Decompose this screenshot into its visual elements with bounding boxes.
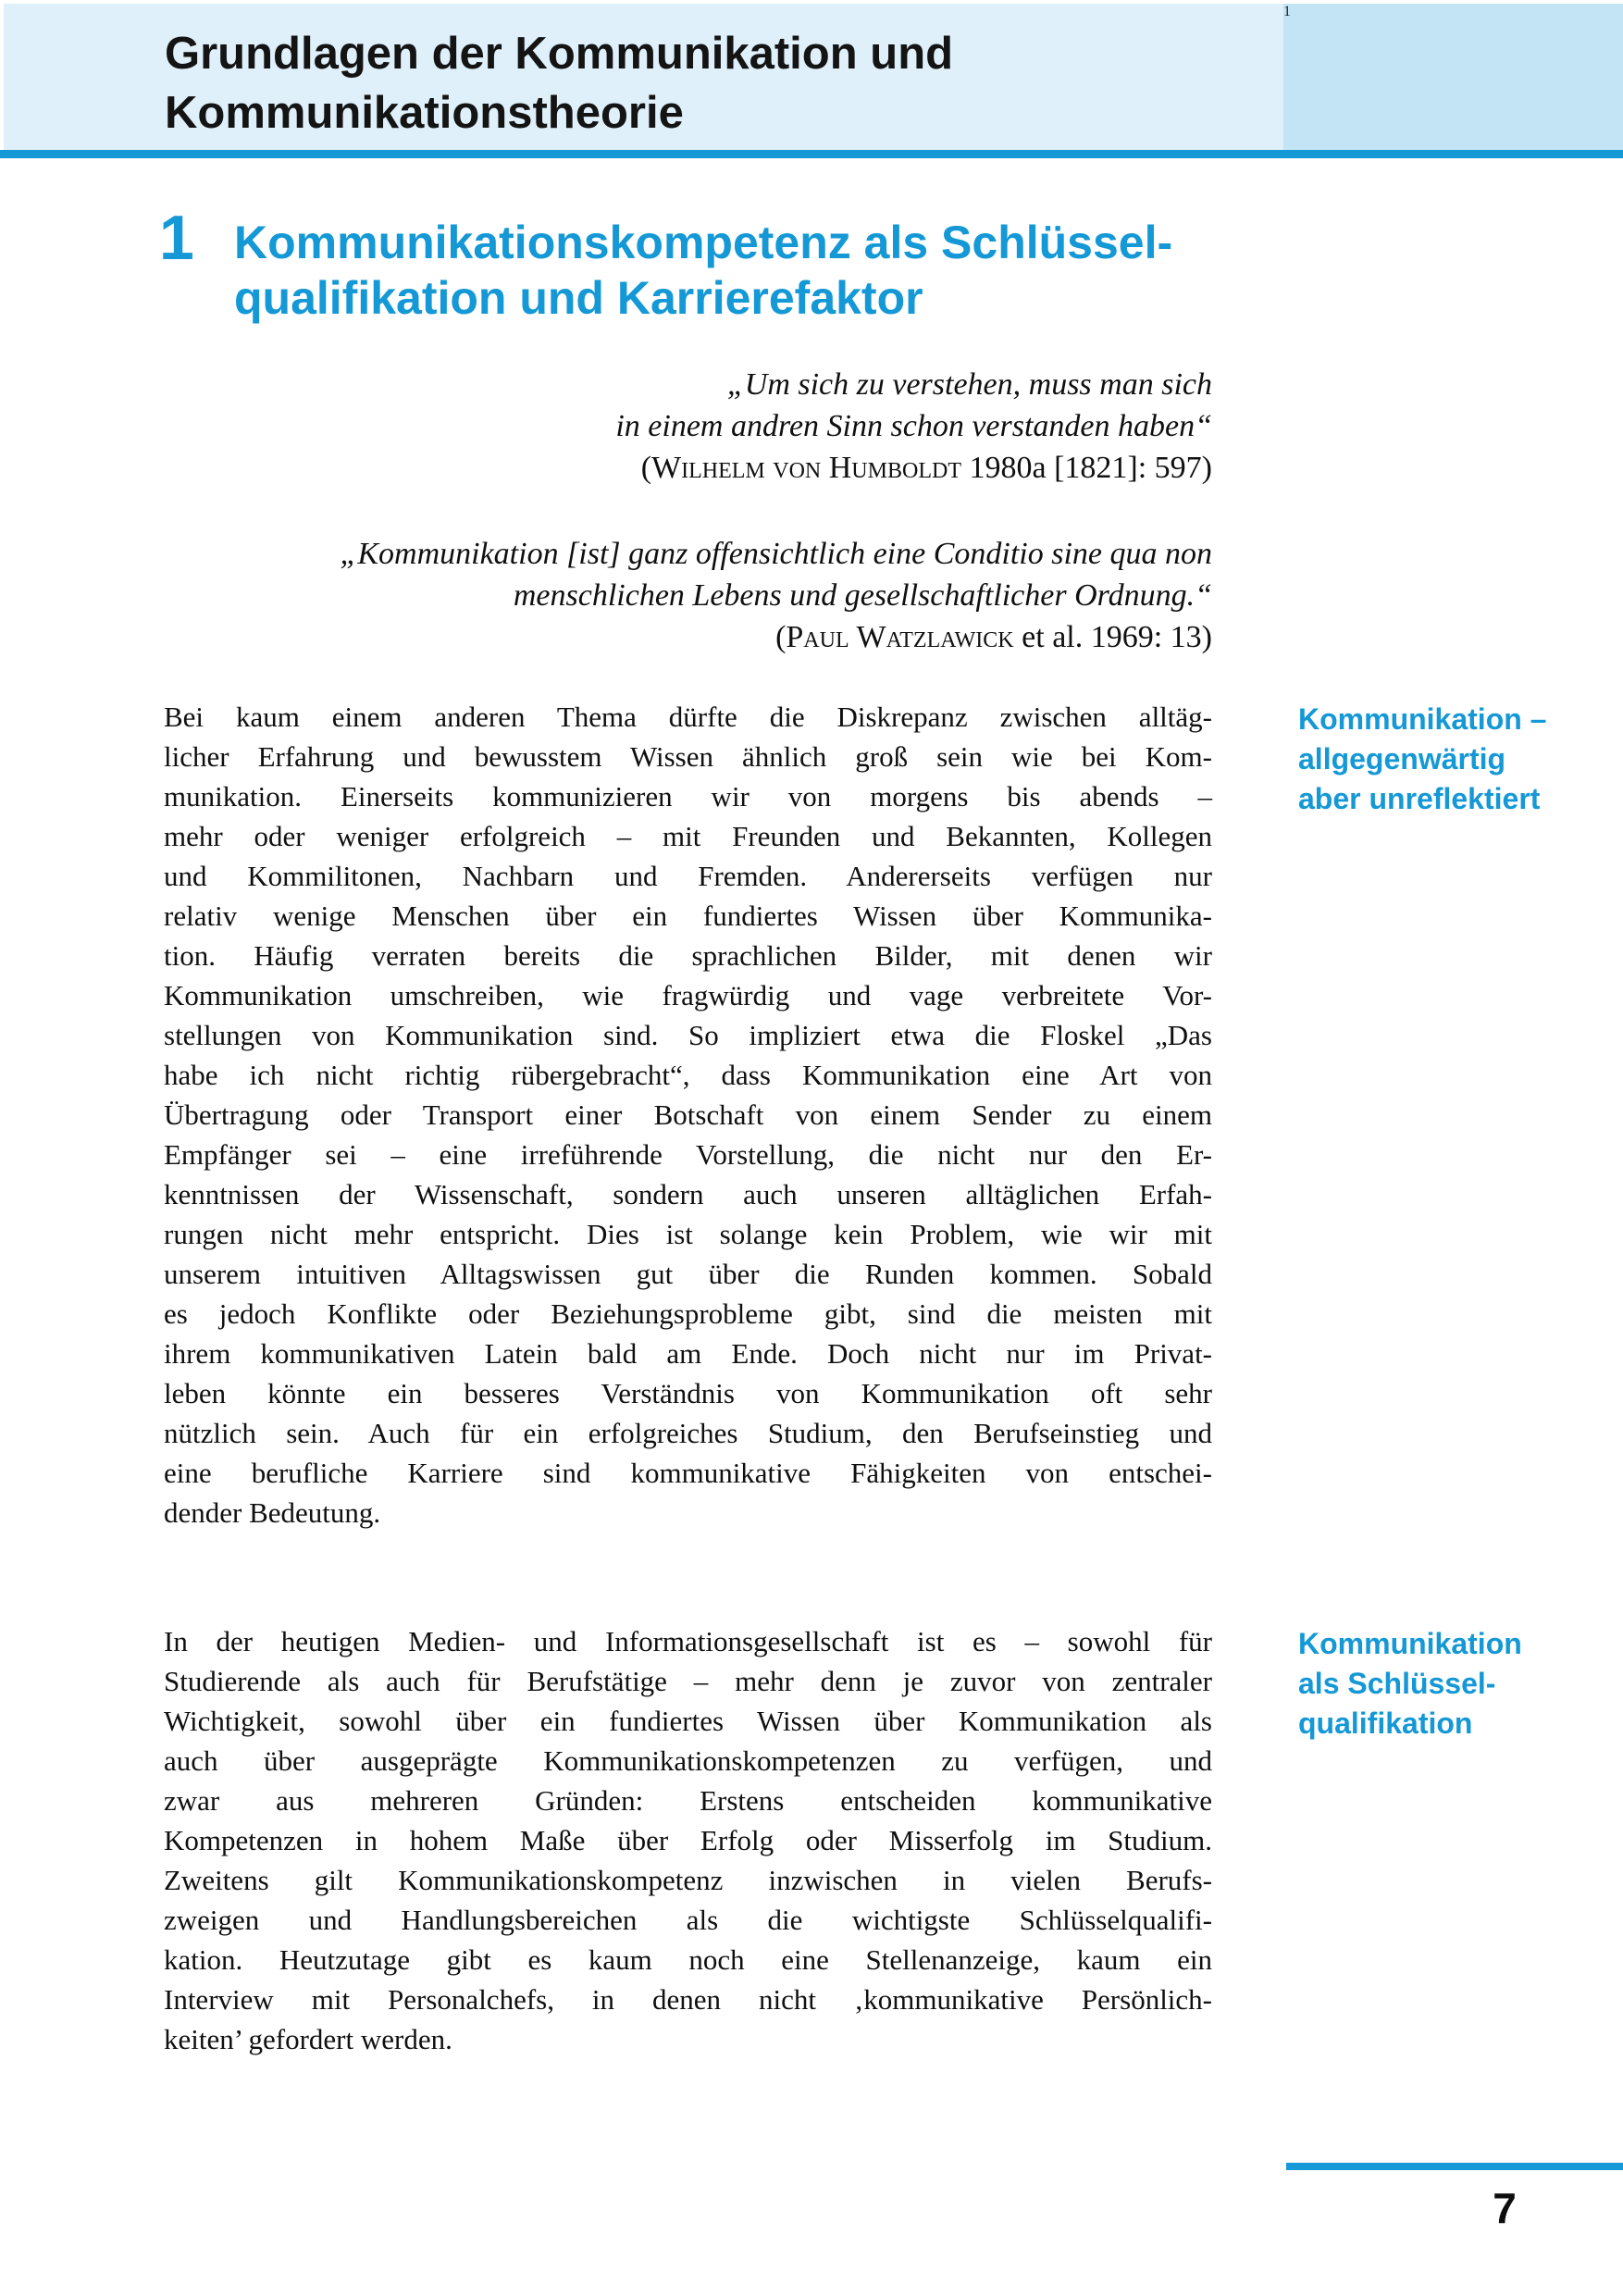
section-title-line-2: qualifikation und Karrierefaktor: [234, 272, 923, 324]
body-text-line: stellungen von Kommunikation sind. So impliziert etwa die Floskel „Das: [164, 1019, 1212, 1051]
body-text-line: und Kommilitonen, Nachbarn und Fremden. Andererseits verfügen nur: [164, 860, 1212, 892]
body-text-line: keiten’ gefordert werden.: [164, 2023, 452, 2055]
body-text-line: habe ich nicht richtig rübergebracht“, dass Kommunikation eine Art von: [164, 1059, 1212, 1091]
margin-note-line: qualifikation: [1298, 1706, 1473, 1740]
epigraph-quote-1-text: [164, 364, 1212, 447]
header-rule: [0, 150, 1623, 158]
epigraph-quote-1-attribution: [164, 447, 1212, 489]
body-text-line: Interview mit Personalchefs, in denen nicht ‚kommunikative Persönlich-: [164, 1983, 1212, 2016]
page-number: 7: [1493, 2184, 1517, 2232]
body-text-line: Wichtigkeit, sowohl über ein fundiertes Wissen über Kommunikation als: [164, 1705, 1212, 1737]
margin-note-line: Kommunikation: [1298, 1627, 1522, 1660]
quote-line: „Um sich zu verstehen, muss man sich: [726, 367, 1212, 402]
epigraph-quote-2-attribution: [164, 616, 1212, 658]
body-text-line: Kommunikation umschreiben, wie fragwürdig und vage verbreitete Vor-: [164, 979, 1212, 1011]
quote-line: in einem andren Sinn schon verstanden haben“: [615, 409, 1212, 443]
margin-note-line: allgegenwärtig: [1298, 742, 1506, 776]
body-text-line: Übertragung oder Transport einer Botschaft von einem Sender zu einem: [164, 1098, 1212, 1131]
body-text-line: nützlich sein. Auch für ein erfolgreiches Studium, den Berufseinstieg und: [164, 1417, 1212, 1449]
body-text-line: Bei kaum einem anderen Thema dürfte die Diskrepanz zwischen alltäg-: [164, 701, 1212, 733]
body-text-line: Zweitens gilt Kommunikationskompetenz inzwischen in vielen Berufs-: [164, 1864, 1212, 1896]
body-text-line: kenntnissen der Wissenschaft, sondern auch unseren alltäglichen Erfah-: [164, 1178, 1212, 1210]
quote-line: menschlichen Lebens und gesellschaftlicher Ordnung.“: [513, 578, 1212, 613]
body-text-line: rungen nicht mehr entspricht. Dies ist solange kein Problem, wie wir mit: [164, 1218, 1212, 1250]
body-text-line: licher Erfahrung und bewusstem Wissen ähnlich groß sein wie bei Kom-: [164, 740, 1212, 773]
epigraph-quote-1: [164, 364, 1212, 489]
margin-note-2: [1298, 1624, 1613, 1744]
footer-rule: [1286, 2163, 1623, 2170]
attribution-citation: et al. 1969: 13): [1013, 620, 1212, 654]
quote-line: „Kommunikation [ist] ganz offensichtlich eine Conditio sine qua non: [340, 537, 1212, 571]
body-text-line: zwar aus mehreren Gründen: Erstens entscheiden kommunikative: [164, 1784, 1212, 1817]
margin-note-line: aber unreflektiert: [1298, 782, 1541, 815]
margin-note-line: als Schlüssel-: [1298, 1667, 1496, 1700]
running-head-line-1: Grundlagen der Kommunikation und: [165, 29, 954, 79]
attribution-author: (Wilhelm von Humboldt: [640, 451, 961, 485]
body-text-line: leben könnte ein besseres Verständnis von Kommunikation oft sehr: [164, 1377, 1212, 1409]
body-text-line: ihrem kommunikativen Latein bald am Ende. Doch nicht nur im Privat-: [164, 1337, 1212, 1370]
body-text-line: dender Bedeutung.: [164, 1496, 381, 1529]
body-text-line: Kompetenzen in hohem Maße über Erfolg oder Misserfolg im Studium.: [164, 1824, 1212, 1856]
body-text-line: eine berufliche Karriere sind kommunikative Fähigkeiten von entschei-: [164, 1457, 1212, 1489]
body-text-line: kation. Heutzutage gibt es kaum noch eine Stellenanzeige, kaum ein: [164, 1943, 1212, 1976]
body-text-line: auch über ausgeprägte Kommunikationskompetenzen zu verfügen, und: [164, 1744, 1212, 1777]
margin-note-1: [1298, 700, 1613, 819]
section-number: 1: [159, 203, 194, 273]
margin-note-line: Kommunikation –: [1298, 702, 1547, 736]
body-text-line: tion. Häufig verraten bereits die sprachlichen Bilder, mit denen wir: [164, 939, 1212, 972]
section-title-line-1: Kommunikationskompetenz als Schlüssel-: [234, 217, 1173, 268]
body-text-line: zweigen und Handlungsbereichen als die wichtigste Schlüsselqualifi-: [164, 1904, 1212, 1936]
epigraph-quote-2: [164, 533, 1212, 658]
epigraph-quote-2-text: [164, 533, 1212, 616]
body-text-line: mehr oder weniger erfolgreich – mit Freunden und Bekannten, Kollegen: [164, 820, 1212, 852]
section-title: [234, 215, 1172, 326]
body-paragraph-2: [164, 1621, 1212, 2059]
body-text-line: relativ wenige Menschen über ein fundiertes Wissen über Kommunika-: [164, 900, 1212, 932]
body-text-line: es jedoch Konflikte oder Beziehungsprobleme gibt, sind die meisten mit: [164, 1297, 1212, 1330]
running-head-line-2: Kommunikationstheorie: [165, 88, 684, 138]
body-text-line: unserem intuitiven Alltagswissen gut über die Runden kommen. Sobald: [164, 1258, 1212, 1290]
body-text-line: munikation. Einerseits kommunizieren wir von morgens bis abends –: [164, 780, 1212, 813]
running-head: [165, 24, 953, 143]
attribution-author: (Paul Watzlawick: [775, 620, 1014, 654]
body-text-line: Empfänger sei – eine irreführende Vorstellung, die nicht nur den Er-: [164, 1138, 1212, 1171]
body-text-line: Studierende als auch für Berufstätige – mehr denn je zuvor von zentraler: [164, 1665, 1212, 1697]
attribution-citation: 1980a [1821]: 597): [960, 451, 1212, 485]
header-chapter-number: 1: [1283, 4, 1291, 19]
body-paragraph-1: [164, 697, 1212, 1533]
body-text-line: In der heutigen Medien- und Informationsgesellschaft ist es – sowohl für: [164, 1625, 1212, 1657]
